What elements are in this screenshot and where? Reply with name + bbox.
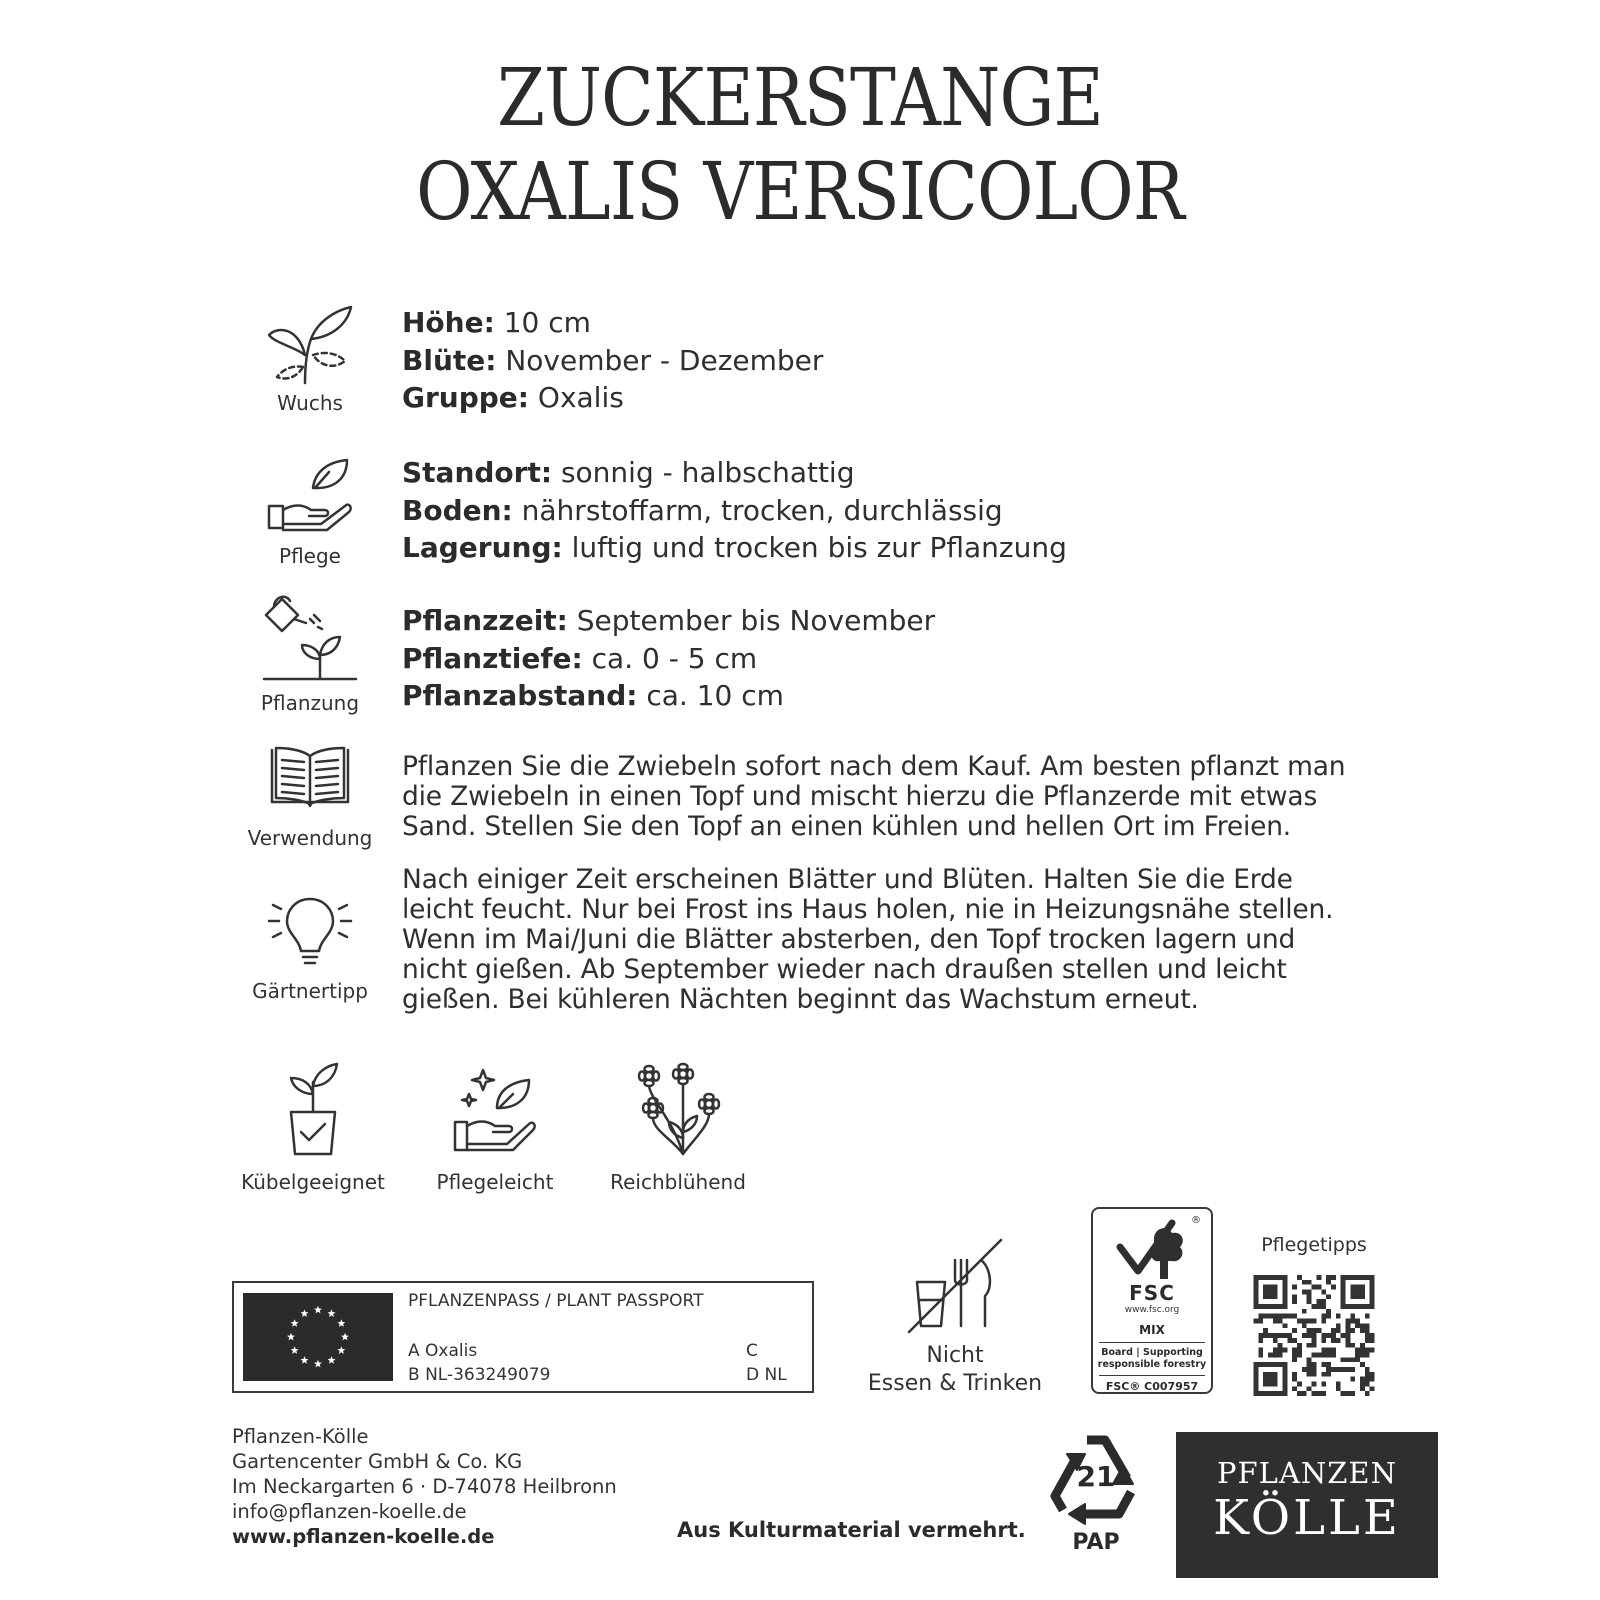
passport-field-b: B NL-363249079	[408, 1365, 551, 1385]
info-line-lagerung: Lagerung: luftig und trocken bis zur Pflanzung	[402, 531, 1067, 564]
title-line-1: ZUCKERSTANGE	[497, 51, 1103, 144]
book-icon	[268, 746, 352, 810]
brand-logo	[1176, 1432, 1438, 1578]
origin-note: Aus Kulturmaterial vermehrt.	[677, 1518, 1026, 1542]
eu-star	[291, 1346, 299, 1354]
feature-label-pflegeleicht: Pflegeleicht	[436, 1170, 554, 1194]
info-line-pflanzabstand: Pflanzabstand: ca. 10 cm	[402, 679, 784, 712]
recycling-label: PAP	[1072, 1530, 1120, 1555]
fsc-claim-2: responsible forestry	[1097, 1359, 1207, 1370]
section-pflanzung-info	[402, 602, 935, 715]
section-verwendung-icon-block	[235, 746, 385, 850]
watering-can-icon	[260, 593, 360, 685]
section-pflege-info	[402, 454, 1067, 567]
section-pflanzung-icon-block	[235, 593, 385, 715]
eu-star	[301, 1356, 309, 1364]
eu-star	[337, 1346, 345, 1354]
info-line-standort: Standort: sonnig - halbschattig	[402, 456, 855, 489]
pot-check-icon	[283, 1060, 343, 1156]
feature-label-kuebelgeeignet: Kübelgeeignet	[241, 1170, 385, 1194]
gaertnertipp-line-4: nicht gießen. Ab September wieder nach draußen stellen und leicht	[402, 954, 1287, 985]
address-company: Pflanzen-Kölle	[232, 1425, 369, 1448]
info-line-gruppe: Gruppe: Oxalis	[402, 381, 624, 414]
fsc-brand: FSC	[1129, 1281, 1175, 1305]
fsc-label	[1091, 1207, 1213, 1394]
eu-star	[341, 1333, 349, 1341]
logo-line-2: KÖLLE	[1213, 1490, 1401, 1546]
hand-leaf-sparkle-icon	[453, 1060, 537, 1156]
address-legal-form: Gartencenter GmbH & Co. KG	[232, 1450, 523, 1473]
address-email[interactable]: info@pflanzen-koelle.de	[232, 1500, 467, 1523]
feature-label-reichbluehend: Reichblühend	[610, 1170, 746, 1194]
fsc-url: www.fsc.org	[1124, 1305, 1180, 1315]
passport-heading: PFLANZENPASS / PLANT PASSPORT	[408, 1291, 704, 1311]
recycling-number: 21	[1076, 1460, 1116, 1493]
section-label-verwendung: Verwendung	[247, 826, 373, 850]
logo-line-1: PFLANZEN	[1217, 1456, 1397, 1490]
info-line-hoehe: Höhe: 10 cm	[402, 306, 591, 339]
eu-star	[314, 1306, 322, 1314]
info-line-bluete: Blüte: November - Dezember	[402, 343, 824, 377]
plant-passport	[232, 1281, 814, 1393]
eu-star	[328, 1356, 336, 1364]
eu-flag-icon	[243, 1293, 393, 1381]
sprout-icon	[265, 295, 355, 385]
passport-field-a: A Oxalis	[408, 1341, 478, 1361]
verwendung-line-3: Sand. Stellen Sie den Topf an einen kühlen und hellen Ort im Freien.	[402, 811, 1292, 842]
gaertnertipp-line-3: Wenn im Mai/Juni die Blätter absterben, den Topf trocken lagern und	[402, 924, 1296, 955]
verwendung-line-2: die Zwiebeln in einen Topf und mischt hierzu die Pflanzerde mit etwas	[402, 781, 1318, 812]
section-label-pflanzung: Pflanzung	[260, 691, 360, 715]
gaertnertipp-line-1: Nach einiger Zeit erscheinen Blätter und Blüten. Halten Sie die Erde	[402, 864, 1293, 895]
flowers-icon	[633, 1060, 723, 1156]
recycling-symbol	[1047, 1430, 1145, 1560]
section-pflege-icon-block	[235, 458, 385, 568]
passport-field-c: C	[746, 1341, 758, 1361]
gaertnertipp-line-5: gießen. Bei kühleren Nächten beginnt das Wachstum erneut.	[402, 984, 1199, 1015]
eu-star	[328, 1309, 336, 1317]
section-wuchs-icon-block	[235, 295, 385, 415]
fsc-claim-1: Board | Supporting	[1101, 1347, 1203, 1358]
passport-field-d: D NL	[746, 1365, 787, 1385]
feature-pflegeleicht	[410, 1060, 580, 1194]
section-label-wuchs: Wuchs	[277, 391, 343, 415]
eu-star	[291, 1319, 299, 1327]
address-street: Im Neckargarten 6 · D-74078 Heilbronn	[232, 1475, 617, 1498]
section-wuchs-info	[402, 304, 823, 417]
address-website[interactable]: www.pflanzen-koelle.de	[232, 1525, 495, 1548]
info-line-boden: Boden: nährstoffarm, trocken, durchlässig	[402, 493, 1003, 527]
section-gaertnertipp-text	[402, 865, 1402, 1015]
title-line-2: OXALIS VERSICOLOR	[416, 145, 1184, 238]
feature-reichbluehend	[593, 1060, 763, 1194]
eu-star	[287, 1333, 295, 1341]
qr-label: Pflegetipps	[1261, 1234, 1367, 1256]
section-verwendung-text	[402, 752, 1402, 842]
hand-leaf-icon	[265, 458, 355, 538]
not-edible-warning	[860, 1238, 1050, 1398]
verwendung-line-1: Pflanzen Sie die Zwiebeln sofort nach dem Kauf. Am besten pflanzt man	[402, 751, 1346, 782]
gaertnertipp-line-2: leicht feucht. Nur bei Frost ins Haus holen, nie in Heizungsnähe stellen.	[402, 894, 1334, 925]
eu-star	[301, 1309, 309, 1317]
warning-line-2: Essen & Trinken	[867, 1371, 1043, 1396]
section-label-pflege: Pflege	[279, 544, 341, 568]
fsc-registered-mark: ®	[1191, 1215, 1201, 1226]
fsc-tree-checkmark-icon	[1112, 1217, 1192, 1287]
eu-stars-icon	[243, 1293, 393, 1381]
feature-kuebelgeeignet	[228, 1060, 398, 1194]
info-line-pflanzzeit: Pflanzzeit: September bis November	[402, 604, 936, 637]
fsc-mix: MIX	[1139, 1323, 1165, 1337]
warning-line-1: Nicht	[926, 1343, 984, 1368]
eu-star	[314, 1360, 322, 1368]
fsc-code: FSC® C007957	[1105, 1380, 1199, 1393]
info-line-pflanztiefe: Pflanztiefe: ca. 0 - 5 cm	[402, 641, 758, 675]
address-block	[232, 1424, 617, 1549]
eu-star	[337, 1319, 345, 1327]
lightbulb-icon	[265, 893, 355, 969]
section-gaertnertipp-icon-block	[235, 893, 385, 1003]
qr-code-icon[interactable]	[1253, 1275, 1375, 1396]
no-eat-drink-icon	[905, 1238, 1005, 1334]
section-label-gaertnertipp: Gärtnertipp	[252, 979, 368, 1003]
